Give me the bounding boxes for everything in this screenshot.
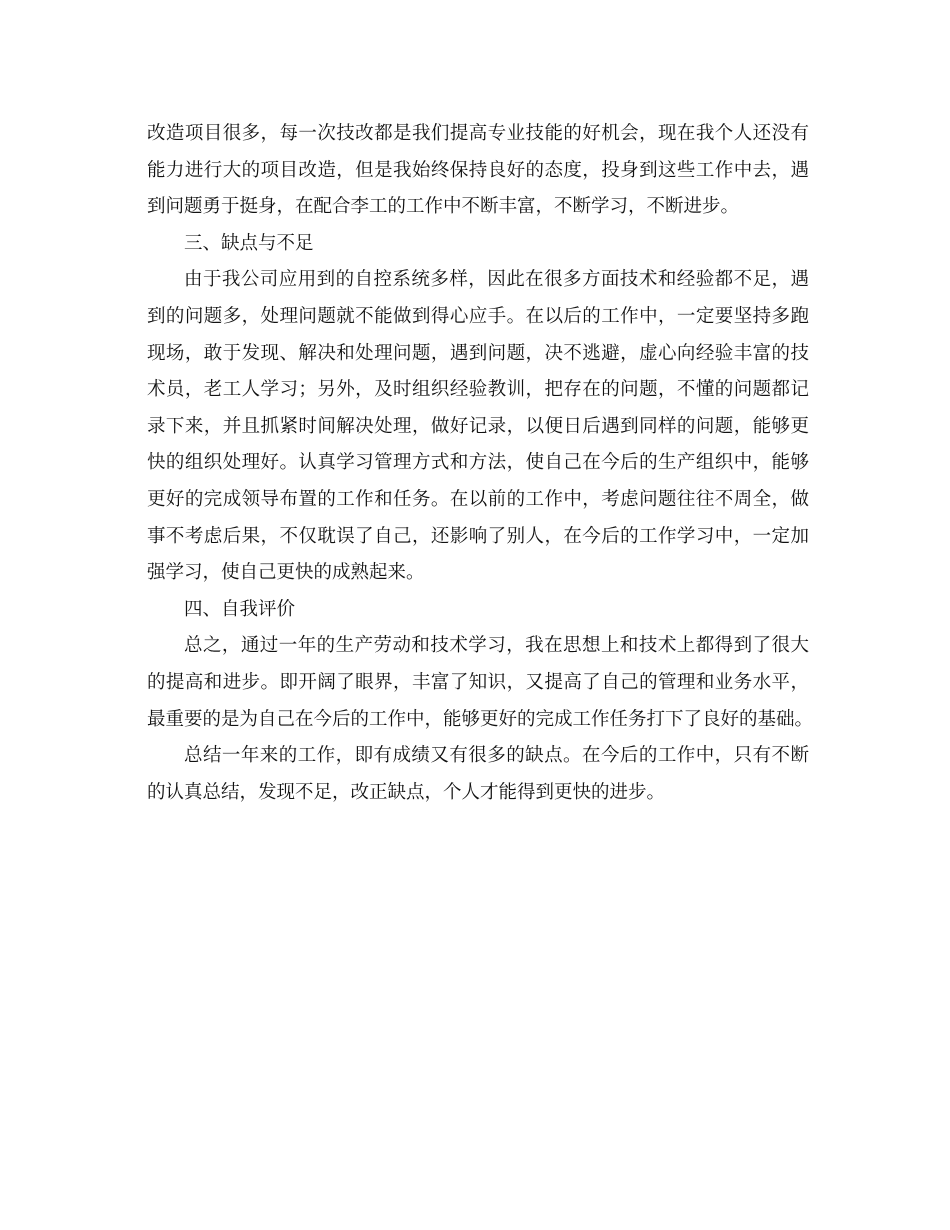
text-line: 术员，老工人学习；另外，及时组织经验教训，把存在的问题，不懂的问题都记 [147,379,809,401]
text-line: 到问题勇于挺身，在配合李工的工作中不断丰富，不断学习，不断进步。 [147,196,740,218]
text-line: 强学习，使自己更快的成熟起来。 [147,562,425,584]
text-line: 能力进行大的项目改造，但是我始终保持良好的态度，投身到这些工作中去，遇 [147,159,809,181]
text-line: 最重要的是为自己在今后的工作中，能够更好的完成工作任务打下了良好的基础。 [147,708,814,730]
document-body [147,116,814,811]
text-line: 到的问题多，处理问题就不能做到得心应手。在以后的工作中，一定要坚持多跑 [147,305,809,327]
section-heading-self-evaluation: 四、自我评价 [184,598,296,620]
paragraph-self-evaluation [147,628,814,738]
text-line: 快的组织处理好。认真学习管理方式和方法，使自己在今后的生产组织中，能够 [147,452,809,474]
text-line: 更好的完成领导布置的工作和任务。在以前的工作中，考虑问题往往不周全，做 [147,488,809,510]
paragraph-shortcomings [147,262,809,591]
text-line: 由于我公司应用到的自控系统多样，因此在很多方面技术和经验都不足，遇 [184,269,809,291]
text-line: 录下来，并且抓紧时间解决处理，做好记录，以便日后遇到同样的问题，能够更 [147,415,809,437]
text-line: 总之，通过一年的生产劳动和技术学习，我在思想上和技术上都得到了很大 [184,635,809,657]
section-heading-shortcomings: 三、缺点与不足 [184,232,314,254]
paragraph-summary [147,738,809,811]
text-line: 现场，敢于发现、解决和处理问题，遇到问题，决不逃避，虚心向经验丰富的技 [147,342,809,364]
text-line: 事不考虑后果，不仅耽误了自己，还影响了别人，在今后的工作学习中，一定加 [147,525,809,547]
paragraph-continued [147,116,809,226]
text-line: 的认真总结，发现不足，改正缺点，个人才能得到更快的进步。 [147,781,666,803]
text-line: 的提高和进步。即开阔了眼界，丰富了知识，又提高了自己的管理和业务水平， [147,671,809,693]
text-line: 总结一年来的工作，即有成绩又有很多的缺点。在今后的工作中，只有不断 [184,745,809,767]
text-line: 改造项目很多，每一次技改都是我们提高专业技能的好机会，现在我个人还没有 [147,123,809,144]
